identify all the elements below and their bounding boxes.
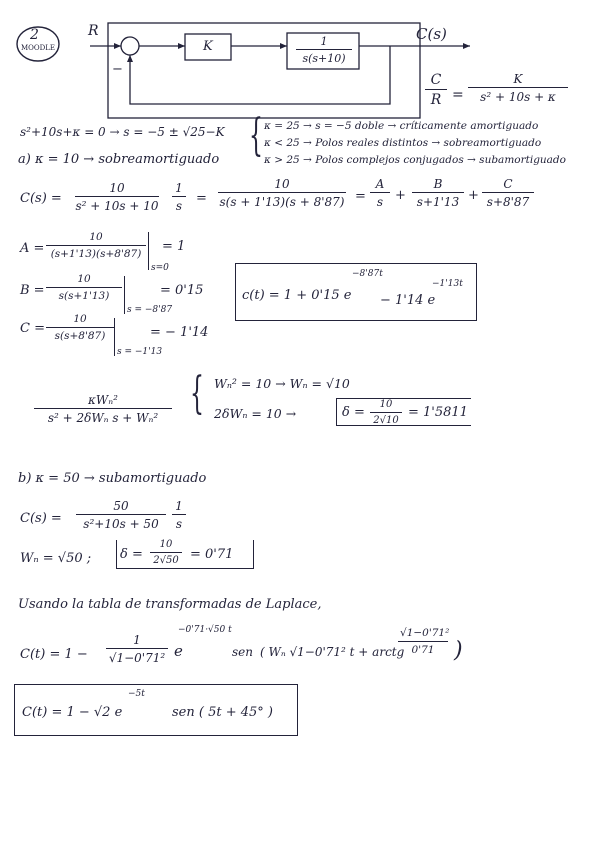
final-result-sen: sen ( 5t + 45° ) bbox=[172, 705, 273, 720]
A-label: A = bbox=[20, 241, 45, 256]
A-den: (s+1'13)(s+8'87) bbox=[50, 247, 142, 260]
part-a-result-exp1: −8'87t bbox=[352, 269, 383, 279]
C-den: s(s+8'87) bbox=[54, 329, 106, 342]
f1-num: 10 bbox=[109, 181, 125, 195]
delta-b-den: 2√50 bbox=[153, 555, 179, 566]
A-num: 10 bbox=[89, 231, 103, 243]
b-f1-num: 50 bbox=[113, 499, 129, 513]
closed-loop-equals: = bbox=[452, 87, 464, 103]
laplace-close-paren: ) bbox=[454, 638, 463, 663]
B-evaluation-bar bbox=[124, 276, 125, 314]
feedback-arrow bbox=[127, 55, 133, 62]
f3-den: s(s + 1'13)(s + 8'87) bbox=[219, 195, 345, 209]
delta-a-num: 10 bbox=[379, 399, 393, 410]
delta-b-num: 10 bbox=[159, 539, 173, 550]
case-underdamped: κ > 25 → Polos complejos conjugados → subamortiguado bbox=[264, 154, 566, 166]
delta-value-a: = 1'5811 bbox=[408, 405, 468, 420]
final-result-exponent: −5t bbox=[128, 689, 145, 699]
laplace-frac-num: 1 bbox=[133, 633, 141, 647]
cases-brace: { bbox=[249, 110, 263, 161]
part-a-fraction-3 bbox=[218, 178, 346, 208]
part-a-cs-label: C(s) = bbox=[20, 191, 62, 206]
case-overdamped: κ < 25 → Polos reales distintos → sobreamortiguado bbox=[264, 137, 542, 149]
b-f2-den: s bbox=[175, 517, 183, 531]
part-a-result-mid: − 1'14 e bbox=[380, 293, 436, 308]
part-a-result-main: c(t) = 1 + 0'15 e bbox=[242, 288, 352, 303]
A-value: = 1 bbox=[162, 239, 186, 254]
closed-loop-lhs bbox=[425, 73, 447, 107]
part-a-equals-2: = bbox=[355, 189, 366, 204]
A-evaluation-bar bbox=[148, 232, 149, 270]
standard-second-order bbox=[34, 394, 172, 424]
delta-label-b: δ = bbox=[120, 547, 143, 562]
pB-num: B bbox=[433, 177, 443, 191]
laplace-argument: ( Wₙ √1−0'71² t + arctg bbox=[260, 645, 405, 659]
C-label: C = bbox=[20, 321, 45, 336]
so-den: s² + 2δWₙ s + Wₙ² bbox=[47, 411, 159, 425]
pC-num: C bbox=[503, 177, 513, 191]
delta-label-a: δ = bbox=[342, 405, 365, 420]
plus-1: + bbox=[395, 188, 406, 203]
part-b-fraction-1 bbox=[76, 500, 166, 530]
b-f2-num: 1 bbox=[175, 499, 183, 513]
part-a-equals-1: = bbox=[196, 191, 207, 206]
pB-den: s+1'13 bbox=[416, 195, 460, 209]
laplace-e: e bbox=[174, 642, 183, 660]
gain-label: K bbox=[203, 39, 213, 54]
delta-fraction-b bbox=[150, 540, 182, 566]
second-order-brace: { bbox=[190, 368, 204, 419]
plant-numerator: 1 bbox=[320, 35, 328, 48]
zeta-line: 2δWₙ = 10 → bbox=[214, 406, 297, 421]
B-fraction bbox=[46, 274, 122, 301]
plant-denominator: s(s+10) bbox=[302, 52, 346, 65]
lhs-denominator: R bbox=[430, 92, 442, 108]
pA-den: s bbox=[376, 195, 384, 209]
pC-den: s+8'87 bbox=[486, 195, 530, 209]
C-subscript: s = −1'13 bbox=[117, 347, 163, 357]
plant-transfer-function bbox=[296, 36, 352, 64]
characteristic-equation: s²+10s+κ = 0 → s = −5 ± √25−K bbox=[20, 125, 225, 139]
laplace-text: Usando la tabla de transformadas de Laplace, bbox=[18, 597, 322, 612]
part-b-wn: Wₙ = √50 ; bbox=[20, 551, 92, 566]
C-num: 10 bbox=[73, 313, 87, 325]
C-evaluation-bar bbox=[114, 318, 115, 356]
laplace-fraction bbox=[106, 634, 168, 664]
b-f1-den: s²+10s + 50 bbox=[83, 517, 159, 531]
laplace-exponent: −0'71·√50 t bbox=[178, 625, 232, 635]
case-critical: κ = 25 → s = −5 doble → críticamente amortiguado bbox=[264, 120, 539, 132]
f2-den: s bbox=[175, 199, 183, 213]
laplace-sen: sen bbox=[232, 645, 253, 659]
pA-num: A bbox=[375, 177, 385, 191]
f3-num: 10 bbox=[274, 177, 290, 191]
badge-number: 2 bbox=[30, 27, 39, 43]
A-fraction bbox=[46, 232, 146, 259]
C-value: = − 1'14 bbox=[150, 325, 209, 340]
part-b-heading: b) κ = 50 → subamortiguado bbox=[18, 471, 207, 486]
part-a-fraction-2 bbox=[172, 182, 186, 212]
C-fraction bbox=[46, 314, 114, 341]
rhs-denominator: s² + 10s + κ bbox=[480, 90, 556, 104]
A-subscript: s=0 bbox=[151, 263, 169, 273]
diagram-input-label: R bbox=[88, 23, 99, 39]
f1-den: s² + 10s + 10 bbox=[75, 199, 159, 213]
f2-num: 1 bbox=[175, 181, 183, 195]
B-den: s(s+1'13) bbox=[58, 289, 110, 302]
output-arrow bbox=[463, 43, 470, 49]
partial-C bbox=[482, 178, 534, 208]
part-a-heading: a) κ = 10 → sobreamortiguado bbox=[18, 152, 220, 167]
final-result-main: C(t) = 1 − √2 e bbox=[22, 705, 123, 720]
B-value: = 0'15 bbox=[160, 283, 204, 298]
rhs-numerator: K bbox=[513, 72, 523, 86]
delta-a-den: 2√10 bbox=[373, 415, 399, 426]
part-a-fraction-1 bbox=[75, 182, 159, 212]
B-subscript: s = −8'87 bbox=[127, 305, 173, 315]
diagram-output-label: C(s) bbox=[416, 25, 447, 43]
block-diagram bbox=[0, 0, 602, 130]
laplace-arctg-fraction bbox=[398, 628, 448, 655]
lhs-numerator: C bbox=[430, 72, 442, 88]
partial-A bbox=[370, 178, 390, 208]
input-arrow bbox=[114, 43, 121, 49]
part-a-result-exp2: −1'13t bbox=[432, 279, 463, 289]
B-num: 10 bbox=[77, 273, 91, 285]
B-label: B = bbox=[20, 283, 45, 298]
delta-value-b: = 0'71 bbox=[190, 547, 234, 562]
badge-label: MOODLE bbox=[21, 44, 56, 52]
part-b-cs-label: C(s) = bbox=[20, 511, 62, 526]
part-b-fraction-2 bbox=[172, 500, 186, 530]
plus-2: + bbox=[468, 188, 479, 203]
partial-B bbox=[412, 178, 464, 208]
closed-loop-rhs bbox=[468, 73, 568, 103]
summing-junction bbox=[121, 37, 139, 55]
arctg-den: 0'71 bbox=[411, 643, 435, 656]
delta-fraction-a bbox=[370, 400, 402, 426]
feedback-sign: − bbox=[112, 62, 123, 77]
gain-to-plant-arrow bbox=[280, 43, 287, 49]
sum-to-gain-arrow bbox=[178, 43, 185, 49]
wn-squared-line: Wₙ² = 10 → Wₙ = √10 bbox=[214, 376, 350, 391]
laplace-ct-label: C(t) = 1 − bbox=[20, 647, 88, 662]
laplace-frac-den: √1−0'71² bbox=[108, 651, 166, 665]
so-num: κWₙ² bbox=[88, 393, 118, 407]
arctg-num: √1−0'71² bbox=[400, 627, 450, 639]
